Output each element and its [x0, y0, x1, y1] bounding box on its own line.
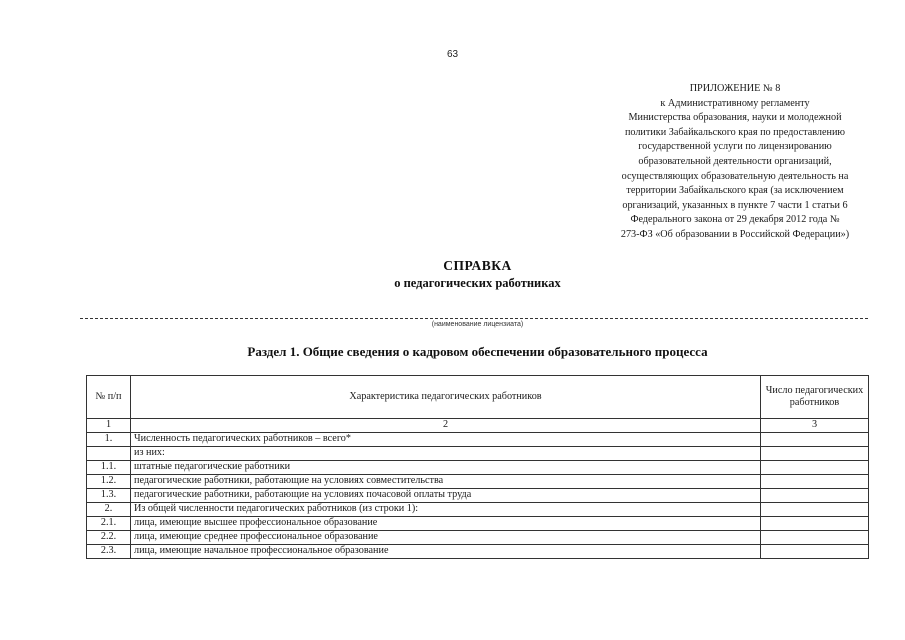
row-description: штатные педагогические работники [131, 461, 761, 475]
row-num [87, 447, 131, 461]
document-title: СПРАВКА [443, 258, 512, 273]
index-cell: 3 [761, 419, 869, 433]
index-cell: 1 [87, 419, 131, 433]
row-num: 1.2. [87, 475, 131, 489]
appendix-header [595, 82, 875, 243]
row-count[interactable] [761, 503, 869, 517]
table-row [87, 475, 869, 489]
table-row [87, 489, 869, 503]
row-count[interactable] [761, 545, 869, 559]
row-description: из них: [131, 447, 761, 461]
index-cell: 2 [131, 419, 761, 433]
appendix-line: осуществляющих образовательную деятельность на [621, 170, 849, 182]
appendix-line: образовательной деятельности организаций, [638, 155, 832, 167]
row-description: педагогические работники, работающие на условиях совместительства [131, 475, 761, 489]
licensee-name-line [80, 318, 868, 319]
row-num: 2. [87, 503, 131, 517]
appendix-line: Министерства образования, науки и молодежной [628, 112, 842, 124]
table-row [87, 545, 869, 559]
row-count[interactable] [761, 475, 869, 489]
row-description: лица, имеющие начальное профессиональное образование [131, 545, 761, 559]
header-description: Характеристика педагогических работников [131, 376, 761, 419]
appendix-line: к Административному регламенту [660, 97, 810, 109]
row-num: 2.3. [87, 545, 131, 559]
row-description: Численность педагогических работников – всего* [131, 433, 761, 447]
row-description: педагогические работники, работающие на условиях почасовой оплаты труда [131, 489, 761, 503]
appendix-line: государственной услуги по лицензированию [638, 141, 832, 153]
table-row [87, 447, 869, 461]
row-num: 1.1. [87, 461, 131, 475]
header-num: № п/п [87, 376, 131, 419]
row-num: 2.1. [87, 517, 131, 531]
row-num: 2.2. [87, 531, 131, 545]
row-count[interactable] [761, 461, 869, 475]
row-count[interactable] [761, 531, 869, 545]
document-subtitle: о педагогических работниках [394, 276, 561, 290]
appendix-line: организаций, указанных в пункте 7 части 1 статьи 6 [622, 199, 848, 211]
row-description: лица, имеющие среднее профессиональное образование [131, 531, 761, 545]
appendix-line: 273-ФЗ «Об образовании в Российской Федерации») [620, 228, 850, 240]
table-row [87, 517, 869, 531]
row-description: лица, имеющие высшее профессиональное образование [131, 517, 761, 531]
section-title: Раздел 1. Общие сведения о кадровом обеспечении образовательного процесса [247, 344, 708, 359]
page-number: 63 [446, 49, 459, 60]
appendix-line: политики Забайкальского края по предоставлению [624, 126, 846, 138]
appendix-line: Федерального закона от 29 декабря 2012 года № [630, 214, 840, 226]
row-count[interactable] [761, 517, 869, 531]
appendix-line: ПРИЛОЖЕНИЕ № 8 [689, 83, 781, 94]
row-count[interactable] [761, 489, 869, 503]
appendix-line: территории Забайкальского края (за исключением [626, 185, 844, 197]
table-row [87, 461, 869, 475]
table-row [87, 531, 869, 545]
table-header-row [87, 376, 869, 419]
table-row [87, 503, 869, 517]
licensee-caption: (наименование лицензиата) [431, 321, 524, 328]
header-count: Число педагогических работников [761, 376, 869, 419]
row-description: Из общей численности педагогических работников (из строки 1): [131, 503, 761, 517]
table-row [87, 433, 869, 447]
row-count[interactable] [761, 447, 869, 461]
row-num: 1.3. [87, 489, 131, 503]
row-num: 1. [87, 433, 131, 447]
staff-table [86, 375, 869, 559]
row-count[interactable] [761, 433, 869, 447]
table-index-row [87, 419, 869, 433]
